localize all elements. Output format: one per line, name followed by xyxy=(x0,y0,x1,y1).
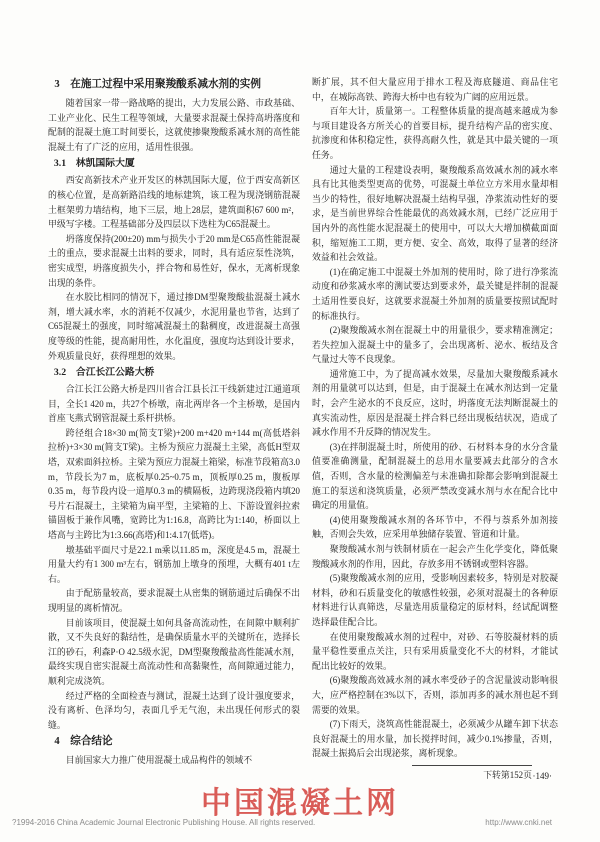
list-item: (4)使用聚羧酸减水剂的各环节中，不得与萘系外加剂接触，否则会失效，应采用单独储存装置、管道和计量。 xyxy=(312,514,558,540)
paragraph: 由于配筋量较高，要求混凝土从密集的钢筋通过后确保不出现明显的离析情况。 xyxy=(48,588,300,613)
paragraph: 在使用聚羧酸减水剂的过程中，对砂、石等胶凝材料的质量平稳性要重点关注，只有采用质量变化不大的材料，才能试配出比较好的效果。 xyxy=(312,631,558,671)
site-url: http://www.cnki.net xyxy=(485,818,552,827)
list-item: (3)在拌制混凝土时，所使用的砂、石材料本身的水分含量值要准确测量，配制混凝土的总用水量要减去此部分的含水值，否则，含水量的检测偏差与未准确扣除都会影响到混凝土施工的泵送和浇筑质量，必须严禁改变减水剂与水在配合比中确定的用量值。 xyxy=(312,441,558,511)
paragraph: 聚羧酸减水剂与铁制材质在一起会产生化学变化，降低聚羧酸减水剂的作用，因此，存放多用不锈钢或塑料容器。 xyxy=(312,544,558,569)
paragraph: 合江长江公路大桥是四川省合江县长江干线新建过江通道项目，全长1 420 m，共27个桥墩，南北两岸各一个主桥墩，是国内首座飞燕式钢管混凝土系杆拱桥。 xyxy=(48,384,300,424)
section-heading-3: 3 在施工过程中采用聚羧酸系减水剂的实例 xyxy=(54,79,261,90)
paragraph: 跨径组合18×30 m(简支T梁)+200 m+420 m+144 m(高低塔斜拉桥)+3×30 m(简支T梁)。主桥为预应力混凝土主梁，高低H型双塔，双索面斜拉桥。主梁为预应力混凝土箱梁，标准节段箱高3.0 m，节段长为7 m，底板厚0.25~0.75 m，顶板厚0.25 m，腹板厚0.35 m，每节段内设一道厚0.3 m的横隔板，边跨现浇段箱内填20号片石混凝土，主梁箱为扁平型，主梁箱的上、下游设置斜拉索锚固板于兼作风嘴，宽跨比为1:16.8，高跨比为1:140，桥面以上塔高与主跨比为1:3.66(高塔)和1:4.17(低塔)。 xyxy=(48,427,300,541)
copyright-notice: ?1994-2016 China Academic Journal Electronic Publishing House. All rights reserved. xyxy=(12,818,316,827)
watermark: 中国混凝土网 xyxy=(201,786,399,821)
list-item: (5)聚羧酸减水剂的应用，受影响因素较多，特别是对胶凝材料，砂和石质量变化的敏感性较强，必须对混凝土的各种原材料进行认真筛选，尽量选用质量稳定的原材料，经试配调整选择最佳配合比。 xyxy=(312,573,558,627)
paragraph: 随着国家一带一路战略的提出，大力发展公路、市政基础、工业产业化、民生工程等领域，大量要求混凝土保持高坍落度和配制的混凝土施工时间要长，这就使掺聚羧酸系减水剂的高性能混凝土有了广泛的应用，适用性很强。 xyxy=(48,98,300,152)
page-number: ·149· xyxy=(532,771,552,781)
continued-note: 下转第152页 xyxy=(412,765,532,783)
paragraph: 在水胶比相同的情况下，通过掺DM型聚羧酸盐混凝土减水剂，增大减水率，水的消耗不仅减少，水泥用量也节省，达到了C65混凝土的强度，同时缩减混凝土的黏稠度，改进混凝土高强度等级的性能，提高耐用性，水化温度，强度均达到设计要求，外观质量良好，获得理想的效果。 xyxy=(48,292,300,361)
list-item: (1)在确定施工中混凝土外加剂的使用时，除了进行净浆流动度和砂浆减水率的测试要达到要求外，最关键是拌制的混凝土适用性要良好，这就要求混凝土外加剂的质量要按照试配时的标准执行。 xyxy=(312,266,558,321)
paragraph: 通过大量的工程建设表明，聚羧酸系高效减水剂的减水率具有比其他类型更高的优势，可混凝土单位立方米用水量却相当少的特性，很好地解决混凝土结构早强，净浆流动性好的要求，是当前世界综合性能最优的高效减水剂，已经广泛应用于国内外的高性能水泥混凝土的使用中，可以大大增加横截面面积，缩短施工工期，更方便、安全、高效，取得了显著的经济效益和社会效益。 xyxy=(312,164,558,263)
paragraph: 西安高新技术产业开发区的林凯国际大厦，位于西安高新区的核心位置，是高新路沿线的地标建筑，该工程为现浇钢筋混凝土框架剪力墙结构，地下三层，地上28层，建筑面积67 600 m²，甲级写字楼。工程基础部分及四层以下选柱为C65混凝土。 xyxy=(48,175,300,230)
list-item: (2)聚羧酸减水剂在混凝土中的用量很少，要求精准测定；若失控加入混凝土中的量多了，会出现离析、泌水、板结及含气量过大等不良现象。 xyxy=(312,325,558,365)
paragraph: 目前国家大力推广使用混凝土成品构件的领域不 xyxy=(65,755,253,766)
subsection-heading-3-1: 3.1 林凯国际大厦 xyxy=(53,158,135,170)
subsection-heading-3-2: 3.2 合江长江公路大桥 xyxy=(53,367,155,379)
paragraph-continued: 断扩展，其不但大量应用于排水工程及海底隧道、商品住宅中，在城际高铁、跨海大桥中也有较为广阔的应用远景。 xyxy=(312,77,558,102)
left-column xyxy=(48,75,300,768)
paragraph: 墩基础平面尺寸是22.1 m乘以11.85 m，深度是4.5 m，混凝土用量大约有1 300 m³左右，钢筋加上墩身的预埋，大概有401 t左右。 xyxy=(48,544,300,584)
paragraph: 百年大计，质量第一。工程整体质量的提高越来越成为参与项目建设各方所关心的首要目标，提升结构产品的密实度、抗渗度和体积稳定性，获得高耐久性，就是其中最关键的一项任务。 xyxy=(312,106,558,160)
paragraph: 通常施工中，为了提高减水效果，尽量加大聚羧酸系减水剂的用量就可以达到，但是，由于混凝土在减水剂达到一定量时，会产生泌水的不良反应，这时，坍落度无法判断混凝土的真实流动性，原因是混凝土拌合料已经出现板结状况，造成了减水作用不升反降的情况发生。 xyxy=(312,368,558,438)
paragraph: 经过严格的全面检查与测试，混凝土达到了设计强度要求，没有离析、色泽均匀，表面几乎无气泡，未出现任何形式的裂缝。 xyxy=(48,690,300,730)
section-heading-4: 4 综合结论 xyxy=(54,736,113,748)
paragraph: 坍落度保持(200±20) mm与损失小于20 mm是C65高性能混凝土的重点，要求混凝土出料的要求，同时，具有适应泵性浇筑，密实成型，坍落度损失小，拌合物和易性好，保水，无离析现象出现的条件。 xyxy=(48,233,300,288)
paragraph: 目前该项目，使混凝土如何具备高流动性，在间隙中顺利扩散，又不失良好的黏结性，是确保质量水平的关键所在，选择长江的砂石，利森P·O 42.5级水泥，DM型聚羧酸盐高性能减水剂，最终实现自密实混凝土高流动性和高黏聚性，高间隙通过能力，顺利完成浇筑。 xyxy=(48,617,300,686)
list-item: (7)下雨天，浇筑高性能混凝土，必须减少从罐车卸下状态良好混凝土的用水量，加长搅拌时间，减少0.1%掺量，否则，混凝土振捣后会出现泌浆，离析现象。 xyxy=(312,719,558,759)
list-item: (6)聚羧酸高效减水剂的减水率受砂子的含泥量波动影响很大，应严格控制在3%以下，否则，添加再多的减水剂也起不到需要的效果。 xyxy=(312,675,558,715)
right-column xyxy=(312,75,558,783)
